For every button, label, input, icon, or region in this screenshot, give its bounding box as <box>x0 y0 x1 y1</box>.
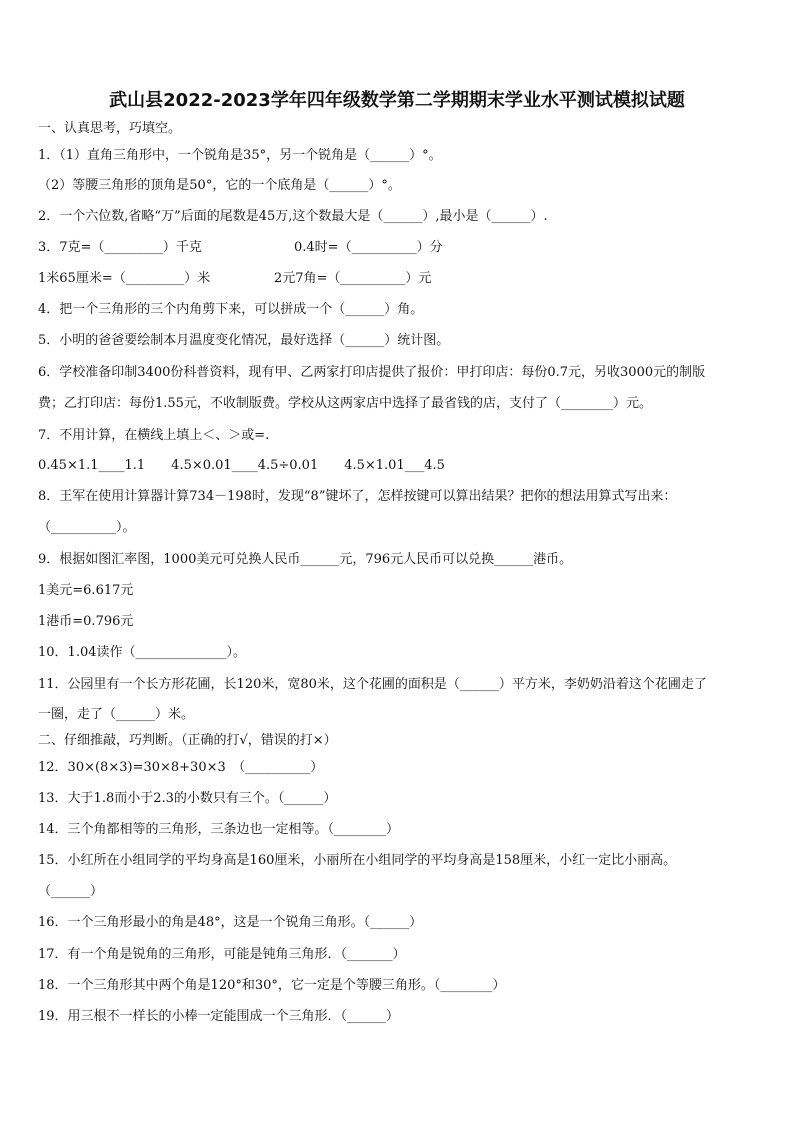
section-2-heading: 二、仔细推敲，巧判断。（正确的打√，错误的打×） <box>38 733 337 748</box>
question-3-item-a: 3．7克=（_________）千克 <box>38 240 202 255</box>
question-13: 13．大于1.8而小于2.3的小数只有三个。（______） <box>38 791 337 806</box>
question-17: 17．有一个角是锐角的三角形，可能是钝角三角形．（_______） <box>38 947 406 962</box>
question-8-line-1: 8．王军在使用计算器计算734－198时，发现“8”键坏了，怎样按键可以算出结果？把你的想法用算式写出来： <box>38 489 677 504</box>
question-14: 14．三个角都相等的三角形，三条边也一定相等。（________） <box>38 822 400 837</box>
question-5: 5．小明的爸爸要绘制本月温度变化情况，最好选择（______）统计图。 <box>38 333 450 348</box>
question-6-line-1: 6．学校准备印制3400份科普资料，现有甲、乙两家打印店提供了报价：甲打印店：每份0.7元，另收3000元的制版 <box>38 365 706 380</box>
question-3-row-1 <box>38 240 768 256</box>
question-1-part-1: 1．（1）直角三角形中，一个锐角是35°，另一个锐角是（______）°。 <box>38 148 442 163</box>
question-3-item-c: 1米65厘米=（_________）米 <box>38 271 211 286</box>
question-6-line-2: 费；乙打印店：每份1.55元，不收制版费。学校从这两家店中选择了最省钱的店，支付了（________）元。 <box>38 396 652 411</box>
question-19: 19．用三根不一样长的小棒一定能围成一个三角形．（______） <box>38 1009 400 1024</box>
question-9: 9．根据如图汇率图，1000美元可兑换人民币______元，796元人民币可以兑换______港币。 <box>38 552 573 567</box>
section-1-heading: 一、认真思考，巧填空。 <box>38 121 182 136</box>
question-3-item-b: 0.4时=（__________）分 <box>294 240 443 255</box>
question-3-item-d: 2元7角=（__________）元 <box>274 271 432 286</box>
question-9-rate-hkd: 1港币=0.796元 <box>38 614 134 629</box>
question-11-line-2: 一圈，走了（______）米。 <box>38 707 195 722</box>
question-7-items: 0.45×1.1____1.1 4.5×0.01____4.5÷0.01 4.5×1.01___4.5 <box>38 458 445 473</box>
question-2: 2．一个六位数,省略“万”后面的尾数是45万,这个数最大是（______）,最小是（______）. <box>38 209 548 224</box>
question-12: 12．30×(8×3)=30×8+30×3 （__________） <box>38 760 324 775</box>
question-3-row-2 <box>38 271 768 287</box>
question-15-line-1: 15．小红所在小组同学的平均身高是160厘米，小丽所在小组同学的平均身高是158厘米，小红一定比小丽高。 <box>38 853 677 868</box>
question-4: 4．把一个三角形的三个内角剪下来，可以拼成一个（______）角。 <box>38 302 424 317</box>
question-11-line-1: 11．公园里有一个长方形花圃，长120米，宽80米，这个花圃的面积是（______）平方米，李奶奶沿着这个花圃走了 <box>38 677 707 692</box>
question-7: 7．不用计算，在横线上填上＜、＞或=. <box>38 428 270 443</box>
question-9-rate-usd: 1美元=6.617元 <box>38 583 134 598</box>
question-1-part-2: （2）等腰三角形的顶角是50°，它的一个底角是（______）°。 <box>38 178 401 193</box>
question-15-line-2: （______） <box>38 884 104 899</box>
question-16: 16．一个三角形最小的角是48°，这是一个锐角三角形。（______） <box>38 915 423 930</box>
question-18: 18．一个三角形其中两个角是120°和30°，它一定是个等腰三角形。（________） <box>38 978 506 993</box>
question-10: 10．1.04读作（______________）。 <box>38 645 246 660</box>
question-8-line-2: （__________）。 <box>38 520 136 535</box>
page-title: 武山县2022-2023学年四年级数学第二学期期末学业水平测试模拟试题 <box>109 90 685 111</box>
